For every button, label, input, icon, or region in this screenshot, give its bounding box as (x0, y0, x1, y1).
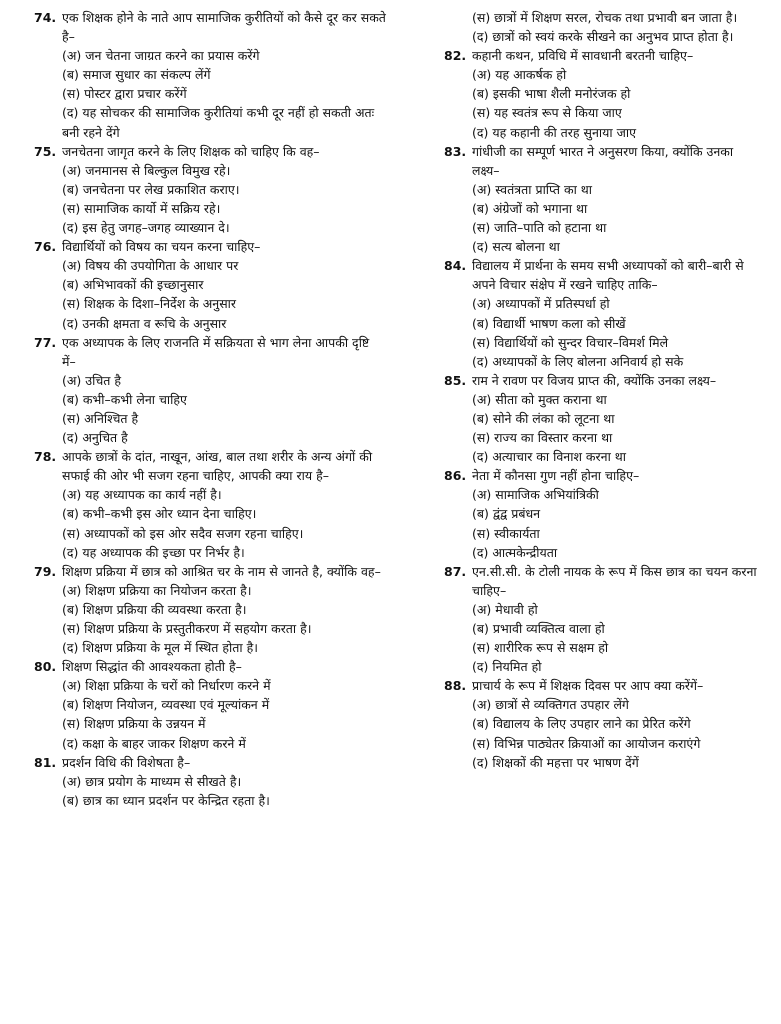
question-81-continuation (444, 8, 758, 46)
option-c: (स) शारीरिक रूप से सक्षम हो (472, 640, 609, 656)
option-c: (स) विद्यार्थियों को सुन्दर विचार–विमर्श मिले (472, 334, 669, 350)
question-number: 79. (34, 563, 57, 579)
option-a: (अ) जन चेतना जाग्रत करने का प्रयास करेंगे (62, 48, 260, 64)
question-body (62, 333, 386, 448)
option-b: (ब) अभिभावकों की इच्छानुसार (62, 277, 204, 293)
option-a: (अ) सीता को मुक्त कराना था (472, 391, 607, 407)
option-d: (द) सत्य बोलना था (472, 239, 560, 255)
question-74 (34, 8, 386, 142)
question-76 (34, 237, 386, 332)
question-body (472, 46, 758, 141)
question-body (62, 237, 386, 332)
option-d: (द) कक्षा के बाहर जाकर शिक्षण करने में (62, 735, 246, 751)
option-b: (ब) शिक्षण नियोजन, व्यवस्था एवं मूल्यांकन में (62, 697, 270, 713)
option-a: (अ) छात्र प्रयोग के माध्यम से सीखते है। (62, 773, 242, 789)
question-85 (444, 371, 758, 466)
question-body (472, 142, 758, 257)
question-text: शिक्षण प्रक्रिया में छात्र को आश्रित चर के नाम से जानते है, क्योंकि वह– (62, 563, 381, 579)
question-body (62, 142, 386, 237)
question-body (472, 562, 758, 677)
option-b: (ब) शिक्षण प्रक्रिया की व्यवस्था करता है। (62, 601, 247, 617)
option-c: (स) शिक्षण प्रक्रिया के उन्नयन में (62, 716, 206, 732)
question-text: एक शिक्षक होने के नाते आप सामाजिक कुरीतियों को कैसे दूर कर सकते है– (62, 10, 386, 45)
right-column (444, 8, 758, 772)
right-questions (444, 46, 758, 772)
question-number: 82. (444, 48, 467, 64)
option-c: (स) अध्यापकों को इस ओर सदैव सजग रहना चाहिए। (62, 525, 304, 541)
option-d: (द) अनुचित है (62, 430, 128, 446)
question-number: 81. (34, 754, 57, 770)
option-a: (अ) विषय की उपयोगिता के आधार पर (62, 258, 239, 274)
option-c: (स) स्वीकार्यता (472, 525, 540, 541)
option-b: (ब) विद्यालय के लिए उपहार लाने का प्रेरित करेंगे (472, 716, 691, 732)
option-d: (द) अध्यापकों के लिए बोलना अनिवार्य हो सके (472, 353, 684, 369)
question-text: आपके छात्रों के दांत, नाखून, आंख, बाल तथा शरीर के अन्य अंगों की सफाई की ओर भी सजग रहना चाहिए, आपकी क्या राय है– (62, 449, 373, 484)
option-c: (स) यह स्वतंत्र रूप से किया जाए (472, 105, 622, 121)
question-body (472, 676, 758, 771)
option-a: (अ) स्वतंत्रता प्राप्ति का था (472, 181, 593, 197)
question-text: राम ने रावण पर विजय प्राप्त की, क्योंकि उनका लक्ष्य– (472, 372, 717, 388)
question-number: 76. (34, 239, 57, 255)
option-c: (स) सामाजिक कार्यो में सक्रिय रहे। (62, 200, 221, 216)
option-d: (द) यह अध्यापक की इच्छा पर निर्भर है। (62, 544, 245, 560)
question-text: प्रदर्शन विधि की विशेषता है– (62, 754, 191, 770)
question-text: विद्यालय में प्रार्थना के समय सभी अध्यापकों को बारी–बारी से अपने विचार संक्षेप में रखने चाहिए ताकि– (472, 258, 744, 293)
option-b: (ब) जनचेतना पर लेख प्रकाशित कराए। (62, 181, 240, 197)
question-options (472, 8, 758, 46)
question-number: 84. (444, 258, 467, 274)
question-86 (444, 466, 758, 561)
question-number: 87. (444, 563, 467, 579)
question-body (62, 562, 386, 657)
question-80 (34, 657, 386, 752)
option-c: (स) राज्य का विस्तार करना था (472, 430, 613, 446)
question-84 (444, 256, 758, 371)
option-c: (स) जाति–पाति को हटाना था (472, 220, 607, 236)
option-c: (स) विभिन्न पाठ्येतर क्रियाओं का आयोजन कराएंगे (472, 735, 701, 751)
option-d: (द) छात्रों को स्वयं करके सीखने का अनुभव प्राप्त होता है। (472, 29, 734, 45)
question-text: जनचेतना जागृत करने के लिए शिक्षक को चाहिए कि वह– (62, 143, 320, 159)
question-body (62, 447, 386, 562)
option-b: (ब) कभी–कभी इस ओर ध्यान देना चाहिए। (62, 506, 257, 522)
question-number: 75. (34, 143, 57, 159)
question-number: 78. (34, 449, 57, 465)
option-d: (द) शिक्षण प्रक्रिया के मूल में स्थित होता है। (62, 640, 258, 656)
question-78 (34, 447, 386, 562)
question-text: एक अध्यापक के लिए राजनति में सक्रियता से भाग लेना आपकी दृष्टि में– (62, 334, 370, 369)
option-c: (स) पोस्टर द्वारा प्रचार करेंगें (62, 86, 187, 102)
option-a: (अ) यह आकर्षक हो (472, 67, 567, 83)
option-b: (ब) छात्र का ध्यान प्रदर्शन पर केन्द्रित रहता है। (62, 792, 270, 808)
option-b: (ब) इसकी भाषा शैली मनोरंजक हो (472, 86, 631, 102)
option-a: (अ) जनमानस से बिल्कुल विमुख रहे। (62, 162, 231, 178)
option-d: (द) इस हेतु जगह–जगह व्याख्यान दे। (62, 220, 230, 236)
question-number: 88. (444, 678, 467, 694)
option-b: (ब) विद्यार्थी भाषण कला को सीखें (472, 315, 626, 331)
option-a: (अ) शिक्षण प्रक्रिया का नियोजन करता है। (62, 582, 252, 598)
question-text: शिक्षण सिद्धांत की आवश्यकता होती है– (62, 659, 242, 675)
option-d: (द) उनकी क्षमता व रूचि के अनुसार (62, 315, 227, 331)
option-b: (ब) सोने की लंका को लूटना था (472, 410, 615, 426)
option-d: (द) नियमित हो (472, 659, 542, 675)
question-87 (444, 562, 758, 677)
question-number: 85. (444, 372, 467, 388)
question-number: 74. (34, 10, 57, 25)
question-number: 86. (444, 468, 467, 484)
question-body (62, 657, 386, 752)
question-83 (444, 142, 758, 257)
option-a: (अ) मेधावी हो (472, 601, 538, 617)
option-b: (ब) द्वंद्व प्रबंधन (472, 506, 541, 522)
question-82 (444, 46, 758, 141)
option-a: (अ) यह अध्यापक का कार्य नहीं है। (62, 487, 222, 503)
option-c: (स) छात्रों में शिक्षण सरल, रोचक तथा प्रभावी बन जाता है। (472, 10, 738, 25)
option-b: (ब) कभी–कभी लेना चाहिए (62, 391, 187, 407)
question-75 (34, 142, 386, 237)
question-text: प्राचार्य के रूप में शिक्षक दिवस पर आप क्या करेंगें– (472, 678, 704, 694)
option-c: (स) शिक्षक के दिशा–निर्देश के अनुसार (62, 296, 237, 312)
option-a: (अ) शिक्षा प्रक्रिया के चरों को निर्धारण करने में (62, 678, 271, 694)
question-number: 80. (34, 659, 57, 675)
question-81 (34, 753, 386, 810)
option-d: (द) आत्मकेन्द्रीयता (472, 544, 558, 560)
option-d: (द) शिक्षकों की महत्ता पर भाषण देंगें (472, 754, 639, 770)
option-b: (ब) समाज सुधार का संकल्प लेंगें (62, 67, 211, 83)
question-88 (444, 676, 758, 771)
question-77 (34, 333, 386, 448)
question-body (472, 466, 758, 561)
question-text: एन.सी.सी. के टोली नायक के रूप में किस छात्र का चयन करना चाहिए– (472, 563, 757, 598)
question-number: 77. (34, 334, 57, 350)
option-a: (अ) सामाजिक अभियांत्रिकी (472, 487, 599, 503)
left-column (34, 8, 386, 810)
question-number-spacer (444, 8, 472, 46)
question-79 (34, 562, 386, 657)
question-body (62, 753, 386, 810)
option-c: (स) अनिश्चित है (62, 410, 139, 426)
option-d: (द) यह सोचकर की सामाजिक कुरीतियां कभी दूर नहीं हो सकती अतः बनी रहने देंगे (62, 105, 375, 140)
question-body (472, 256, 758, 371)
question-text: कहानी कथन, प्रविधि में सावधानी बरतनी चाहिए– (472, 48, 694, 64)
option-c: (स) शिक्षण प्रक्रिया के प्रस्तुतीकरण में सहयोग करता है। (62, 621, 312, 636)
question-text: विद्यार्थियों को विषय का चयन करना चाहिए– (62, 239, 261, 255)
option-a: (अ) छात्रों से व्यक्तिगत उपहार लेंगे (472, 697, 629, 713)
option-b: (ब) प्रभावी व्यक्तित्व वाला हो (472, 621, 605, 636)
question-text: गांधीजी का सम्पूर्ण भारत ने अनुसरण किया, क्योंकि उनका लक्ष्य– (472, 143, 734, 178)
option-a: (अ) अध्यापकों में प्रतिस्पर्धा हो (472, 296, 610, 312)
question-text: नेता में कौनसा गुण नहीं होना चाहिए– (472, 468, 640, 484)
option-d: (द) अत्याचार का विनाश करना था (472, 449, 627, 465)
question-number: 83. (444, 143, 467, 159)
option-a: (अ) उचित है (62, 372, 122, 388)
question-body (472, 371, 758, 466)
question-body (62, 8, 386, 142)
option-d: (द) यह कहानी की तरह सुनाया जाए (472, 124, 637, 140)
option-b: (ब) अंग्रेजों को भगाना था (472, 200, 588, 216)
